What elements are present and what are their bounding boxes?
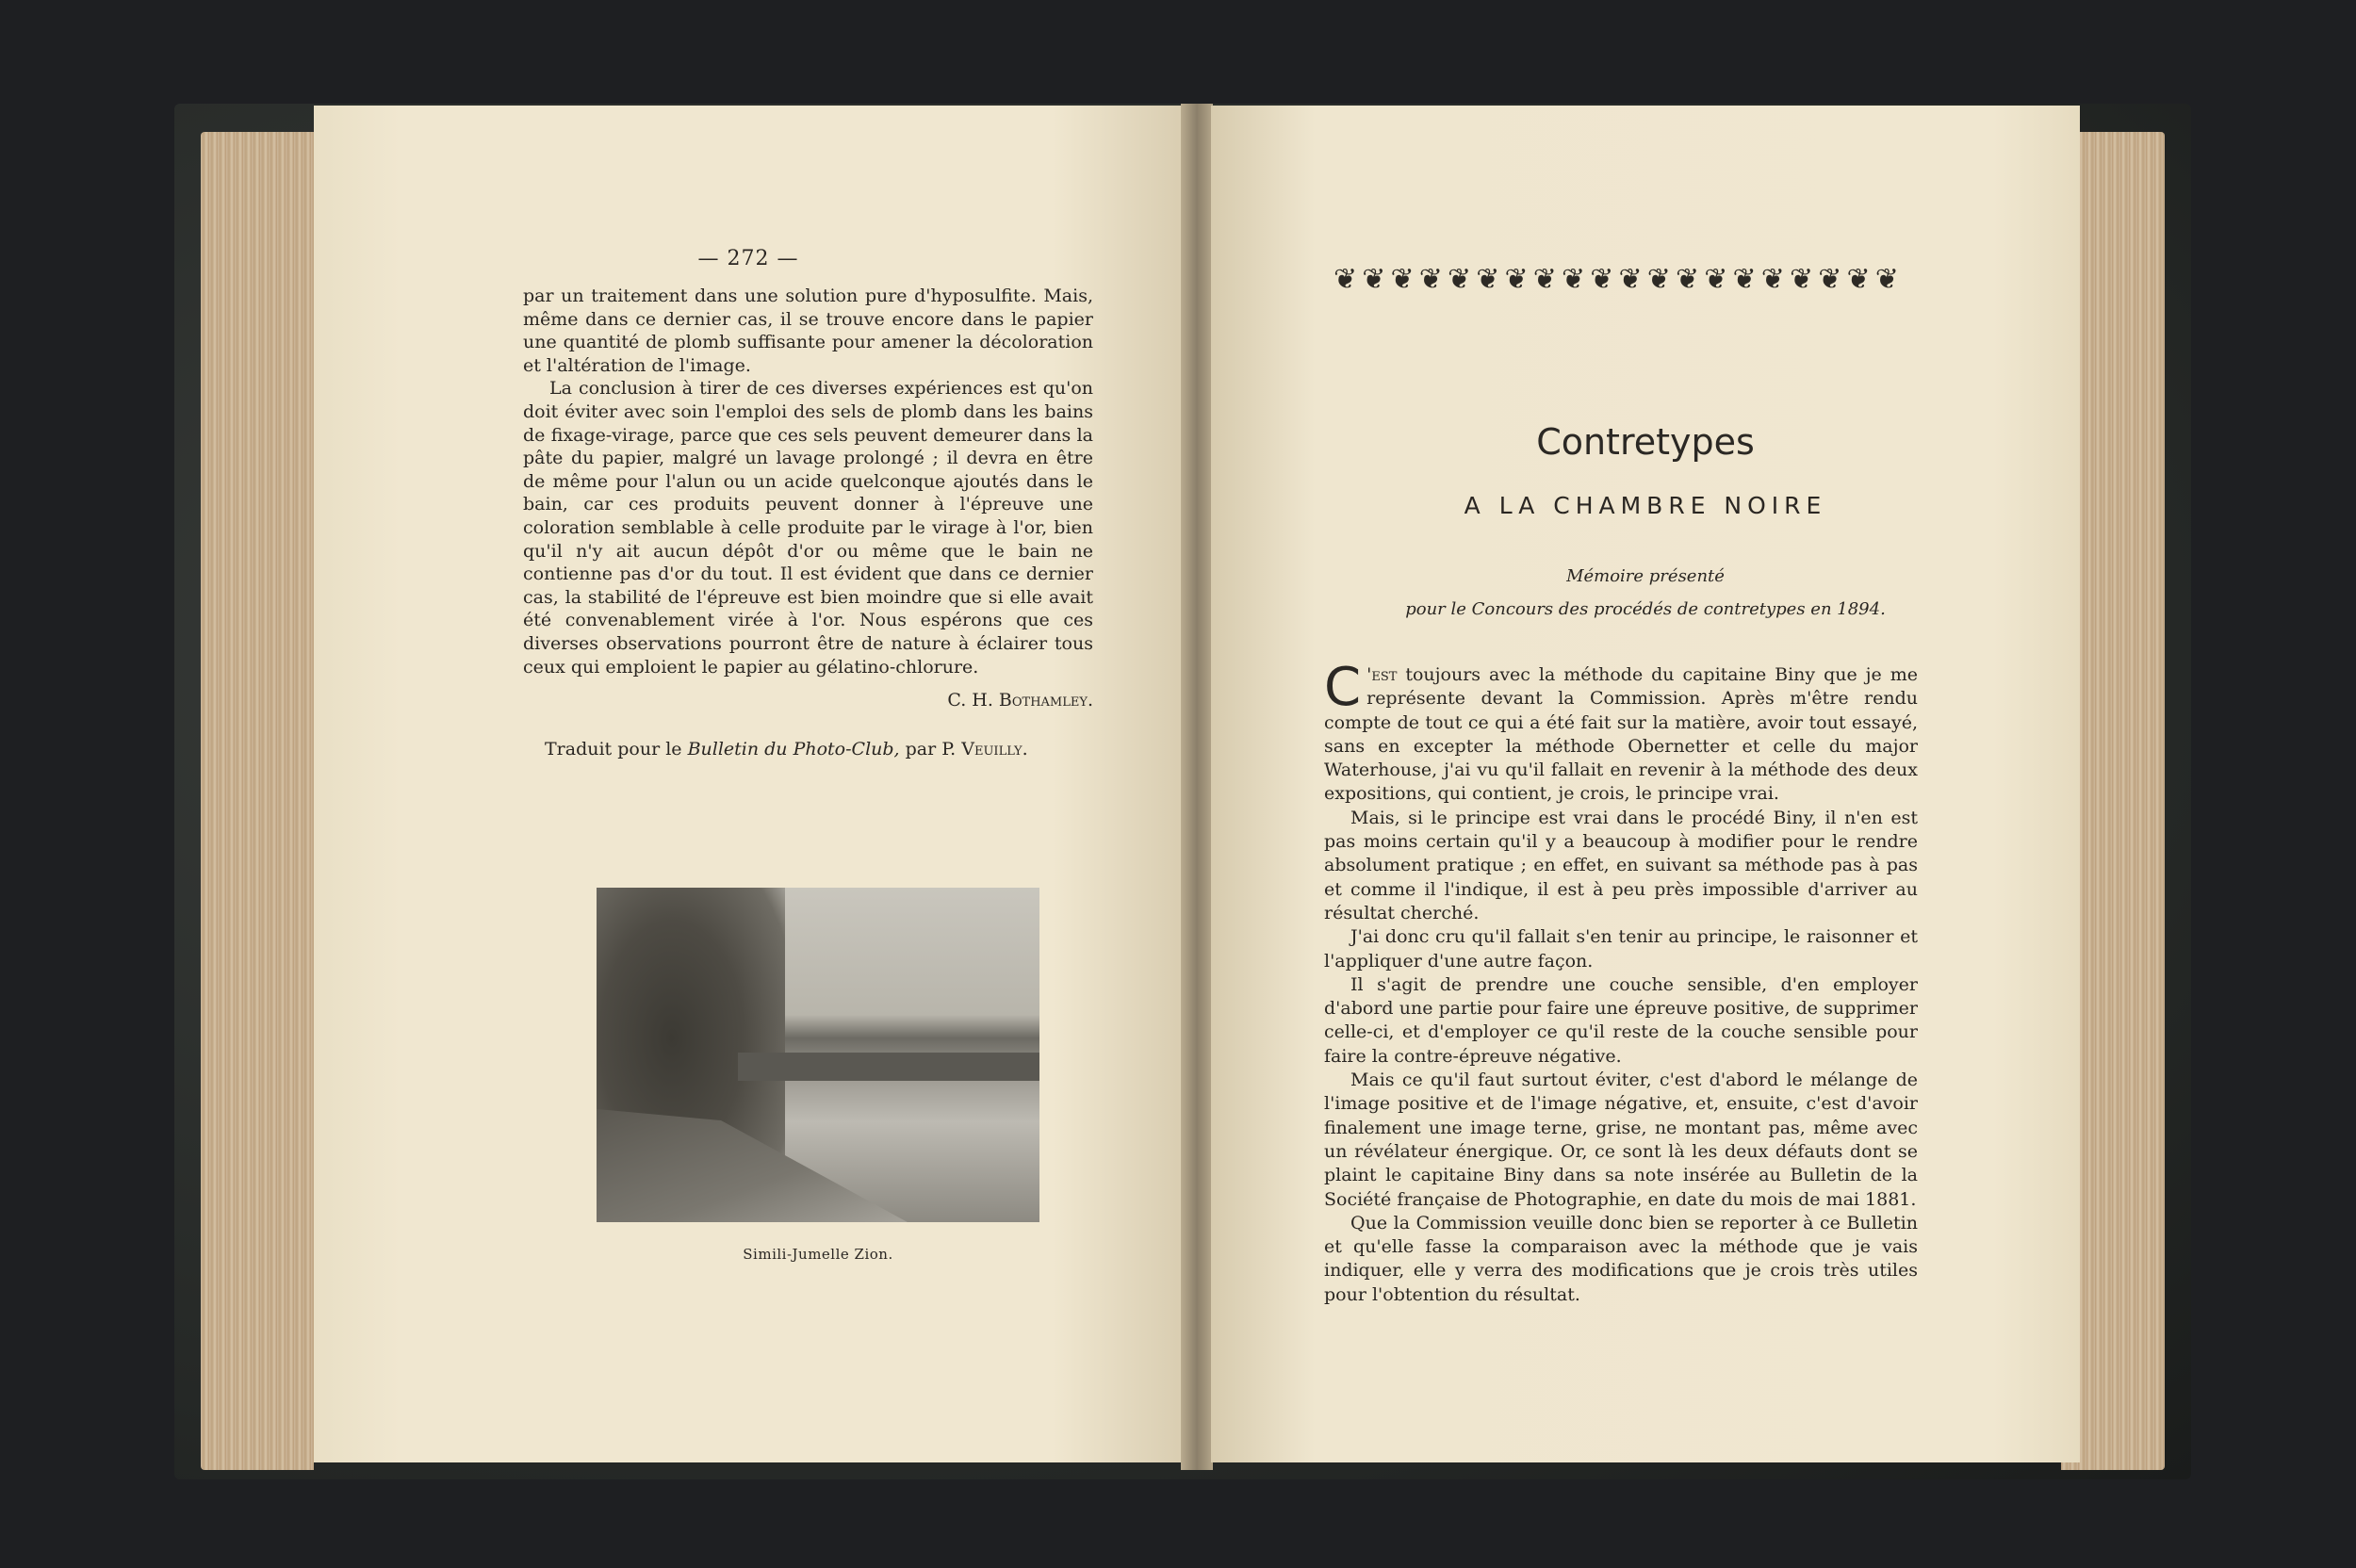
- translator-name: Veuilly.: [961, 739, 1028, 760]
- ornament-icon: ❦: [1590, 263, 1614, 296]
- ornament-icon: ❦: [1760, 263, 1785, 296]
- left-page: [314, 106, 1183, 1462]
- photo-far-bank: [738, 1053, 1039, 1081]
- first-word: 'est: [1366, 664, 1398, 685]
- ornament-icon: ❦: [1333, 263, 1358, 296]
- left-body-text: [523, 285, 1093, 678]
- memoire-line-2: pour le Concours des procédés de contretypes en 1894.: [1405, 599, 1886, 619]
- photo-caption: Simili-Jumelle Zion.: [743, 1246, 893, 1263]
- ornamental-border: [1333, 256, 1899, 303]
- paragraph: Mais ce qu'il faut surtout éviter, c'est d'abord le mélange de l'image positive et de l'image négative, et, ensuite, c'est d'avoir finalement une image terne, grise, ne montant pas, même avec un révélateur énergique. Or, ce sont là les deux défauts dont se plaint le capitaine Biny dans sa note insérée au Bulletin de la Société française de Photographie, en date du mois de mai 1881.: [1324, 1070, 1918, 1210]
- ornament-icon: ❦: [1646, 263, 1671, 296]
- ornament-icon: ❦: [1562, 263, 1586, 296]
- right-body-text: [1324, 657, 1918, 1307]
- chapter-title: Contretypes: [1536, 421, 1755, 463]
- translation-prefix: Traduit pour le: [545, 739, 688, 760]
- ornament-icon: ❦: [1418, 263, 1443, 296]
- paragraph: La conclusion à tirer de ces diverses expériences est qu'on doit éviter avec soin l'emploi des sels de plomb dans les bains de fixage-virage, parce que ces sels peuvent demeurer dans la pâte du papier, malgré un lavage prolongé ; il devra en être de même pour l'alun ou un acide quelconque ajoutés dans le bain, car ces produits peuvent donner à l'épreuve une coloration semblable à celle produite par le virage à l'or, bien qu'il n'y ait aucun dépôt d'or ou même que le bain ne contienne pas d'or du tout. Il est évident que dans ce dernier cas, la stabilité de l'épreuve est bien moindre que si elle avait été convenablement virée à l'or. Nous espérons que ces diverses observations pourront être de nature à éclairer tous ceux qui emploient le papier au gélatino-chlorure.: [523, 378, 1093, 678]
- paragraph: par un traitement dans une solution pure d'hyposulfite. Mais, même dans ce dernier cas, il se trouve encore dans le papier une quantité de plomb suffisante pour amener la décoloration et l'altération de l'image.: [523, 286, 1093, 376]
- book-gutter: [1181, 104, 1213, 1470]
- right-page: [1211, 106, 2080, 1462]
- journal-title: Bulletin du Photo-Club,: [687, 739, 900, 760]
- paragraph-text: toujours avec la méthode du capitaine Biny que je me représente devant la Commission. Après m'être rendu compte de tout ce qui a été fait sur la matière, avoir tout essayé, sans en excepter la méthode Obernetter et celle du major Waterhouse, j'ai vu qu'il fallait en revenir à la méthode des deux expositions, qui contient, je crois, le principe vrai.: [1324, 664, 1918, 805]
- ornament-icon: ❦: [1390, 263, 1415, 296]
- paragraph: Il s'agit de prendre une couche sensible, d'en employer d'abord une partie pour faire une épreuve positive, de supprimer celle-ci, et d'employer ce qu'il reste de la couche sensible pour faire la contre-épreuve négative.: [1324, 973, 1918, 1067]
- page-number: — 272 —: [697, 247, 799, 270]
- memoire-heading: [1211, 560, 2080, 626]
- memoire-line-1: Mémoire présenté: [1566, 566, 1725, 586]
- ornament-icon: ❦: [1618, 263, 1643, 296]
- ornament-icon: ❦: [1818, 263, 1842, 296]
- open-book: [174, 104, 2191, 1479]
- author-signature: C. H. Bothamley.: [947, 690, 1093, 710]
- ornament-icon: ❦: [1846, 263, 1871, 296]
- ornament-icon: ❦: [1732, 263, 1757, 296]
- paragraph: [1324, 657, 1918, 807]
- ornament-icon: ❦: [1790, 263, 1814, 296]
- ornament-icon: ❦: [1532, 263, 1557, 296]
- landscape-photograph: [597, 888, 1039, 1222]
- ornament-icon: ❦: [1676, 263, 1700, 296]
- page-edges-left: [201, 132, 314, 1470]
- ornament-icon: ❦: [1874, 263, 1899, 296]
- chapter-subtitle: A LA CHAMBRE NOIRE: [1464, 492, 1827, 519]
- paragraph: Mais, si le principe est vrai dans le procédé Biny, il n'en est pas moins certain qu'il y a beaucoup à modifier pour le rendre absolument pratique ; en effet, en suivant sa méthode pas à pas et comme il l'indique, il est à peu près impossible d'arriver au résultat cherché.: [1324, 807, 1918, 923]
- paragraph: Que la Commission veuille donc bien se reporter à ce Bulletin et qu'elle fasse la comparaison avec la méthode que je vais indiquer, elle y verra des modifications que je crois très utiles pour l'obtention du résultat.: [1324, 1212, 1918, 1305]
- ornament-icon: ❦: [1362, 263, 1386, 296]
- drop-cap: C: [1324, 657, 1362, 718]
- ornament-icon: ❦: [1504, 263, 1529, 296]
- translation-by: par P.: [899, 739, 962, 760]
- translation-note: [545, 739, 1110, 760]
- paragraph: J'ai donc cru qu'il fallait s'en tenir au principe, le raisonner et l'appliquer d'une autre façon.: [1324, 926, 1918, 972]
- ornament-icon: ❦: [1704, 263, 1728, 296]
- ornament-icon: ❦: [1476, 263, 1500, 296]
- ornament-icon: ❦: [1448, 263, 1472, 296]
